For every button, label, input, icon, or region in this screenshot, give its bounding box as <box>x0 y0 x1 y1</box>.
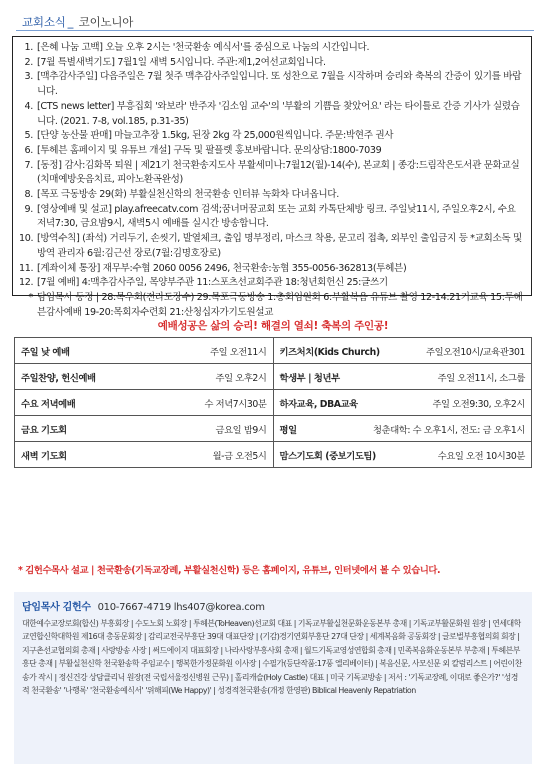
header-separator: _ <box>67 15 74 29</box>
sermon-notice: * 김헌수목사 설교 | 천국환송(기독교장례, 부활실천신학) 등은 홈페이지, 유튜브, 인터넷에서 볼 수 있습니다. <box>18 565 441 576</box>
schedule-row <box>15 442 532 468</box>
news-item <box>19 56 523 71</box>
schedule-cell <box>273 390 532 416</box>
news-item-number: 5. <box>24 130 33 142</box>
news-item-number: * <box>28 291 33 303</box>
news-item-text: [맥추감사주일] 다음주일은 7월 첫주 맥추감사주일입니다. 또 성찬으로 7월을 시작하며 승리와 축복의 간증이 있기를 바랍니다. <box>37 71 522 98</box>
service-name: 주일찬양, 헌신예배 <box>21 372 96 384</box>
news-item <box>19 276 523 291</box>
news-item <box>19 41 523 56</box>
news-item <box>19 129 523 144</box>
news-item-text: [영상예배 및 설교] play.afreecatv.com 검색;꿈너머꿈교회 또는 교회 카톡단체방 링크. 주일낮11시, 주일오후2시, 수요저녁7:30, 금요밤9시, 새벽5시 예배를 실시간 방송합니다. <box>37 203 516 230</box>
news-item-text: [투헤븐 홈페이지 및 유튜브 개설] 구독 및 팔플렛 홍보바랍니다. 문의상담:1800-7039 <box>37 144 382 156</box>
news-item-number: 6. <box>24 144 33 156</box>
news-item <box>19 159 523 188</box>
schedule-cell <box>15 338 274 364</box>
news-item-number: 10. <box>19 233 34 245</box>
service-name: 주일 낮 예배 <box>21 346 70 358</box>
service-time: 주일오전10시/교육관301 <box>426 346 525 358</box>
news-item-number: 12. <box>19 277 34 289</box>
service-time: 월-금 오전5시 <box>212 450 267 462</box>
service-time: 주일 오전11시 <box>210 346 267 358</box>
news-item-number: 7. <box>24 159 33 171</box>
news-item <box>19 203 523 232</box>
schedule-cell <box>273 442 532 468</box>
news-item-number: 1. <box>24 42 33 53</box>
news-item-text: 담임목사 동정 | 28:목우회(전라도장수) 29:목포극동방송 1:총회임원회 6:부활복음 유튜브 촬영 12-14:21기교육 15:투헤븐감사예배 19-20:목회자수련회 21:산청십자가기도원설교 <box>37 291 523 318</box>
service-name: 학생부 | 청년부 <box>279 372 340 384</box>
news-item-text: [계좌이체 통장] 재무부:수협 2060 0056 2496, 천국환송:농협 355-0056-362813(투헤븐) <box>37 262 407 274</box>
news-item <box>19 188 523 203</box>
news-item <box>19 291 523 320</box>
news-item-number: 11. <box>19 262 34 274</box>
pastor-bio: 대한예수교장로회(합신) 부흥회장 | 수도노회 노회장 | 투헤븐(ToHeaven)선교회 대표 | 기독교부활실천문화운동본부 총재 | 기독교부활문화원 원장 | 연세대학교연합신학대학원 제16대 총동문회장 | 감리교전국부흥단 39대 대표단장 | (기감)경기연회부흥단 27대 단장 | 세계복음화 공동회장 | 글로벌부흥협의회 회장 | 지구촌선교협의회 총재 | 사랑방송 사장 | 써드에이지 대표회장 | 나라사랑부흥사회 총재 | 월드기독교영성연합회 총재 | 민족복음화운동본부 부총재 | 투헤븐부흥단 총재 | 부활실천신학 천국환송학 주임교수 | 행복한가정문화원 이사장 | 수필가(등단작품:17풍 엘리베이터) | 복음신문, 사모신문 외 칼럼리스트 | 어린이찬송가 작시 | 정신건강 상담클리닉 원장(전 국립서울정신병원 근무) | 홀리캐슬(Holy Castle) 대표 | 미국 기독교방송 | 저서 : '기독교장례, 이대로 좋은가?' '성경적 천국환송' '나행록' '천국환송예식서' '위해피(We Happy)' | 성경적천국환송(개정 한영판) Biblical Heavenly Repatriation <box>22 619 522 696</box>
schedule-row <box>15 390 532 416</box>
news-item-text: [단양 농산물 판매] 마늘고추장 1.5kg, 된장 2kg 각 25,000원씩입니다. 주문:박현주 권사 <box>37 130 394 142</box>
service-name: 새벽 기도회 <box>21 450 67 462</box>
pastor-info-box <box>14 592 532 764</box>
service-name: 하자교육, DBA교육 <box>279 398 358 410</box>
schedule-row <box>15 364 532 390</box>
schedule-cell <box>273 416 532 442</box>
service-time: 청춘대학: 수 오후1시, 전도: 금 오후1시 <box>373 424 525 436</box>
news-item-text: [목포 극동방송 29(화) 부활실천신학의 천국환송 인터뷰 녹화차 다녀옵니다. <box>37 189 339 201</box>
service-time: 금요일 밤9시 <box>215 424 267 436</box>
news-box <box>12 36 532 318</box>
news-item-number: 3. <box>24 71 33 83</box>
service-time: 주일 오전9:30, 오후2시 <box>432 398 525 410</box>
schedule-row <box>15 338 532 364</box>
news-item-number: 2. <box>24 56 33 68</box>
header-subtitle: 코이노니아 <box>78 15 134 29</box>
news-item <box>19 262 523 277</box>
news-item <box>19 144 523 159</box>
news-item <box>19 100 523 129</box>
schedule-cell <box>15 364 274 390</box>
service-name: 맘스기도회 (중보기도팀) <box>279 450 376 462</box>
service-name: 키즈처치(Kids Church) <box>279 346 380 358</box>
news-item-text: [동정] 감사:김화목 퇴원 | 제21기 천국환송지도사 부활세미나:7월12(월)-14(수), 본교회 | 종강:드림작은도서관 문화교실(치매예방옷음치료, 피아노환곡완성) <box>37 159 520 186</box>
service-time: 수 저녁7시30분 <box>204 398 267 410</box>
news-item <box>19 70 523 99</box>
pastor-name: 담임목사 김헌수 <box>22 602 91 613</box>
pastor-contact: 010-7667-4719 lhs407@korea.com <box>97 602 265 613</box>
service-time: 주일 오후2시 <box>215 372 267 384</box>
news-item-text: [CTS news letter] 부흥집회 '와보라' 반주자 '김소임 교수'의 '부활의 기쁨을 찾았어요' 라는 타이틀로 간증 기사가 실렸습니다. (2021. 7-8, vol.185, p.31-35) <box>37 100 520 127</box>
worship-schedule-table <box>14 337 532 468</box>
news-item-number: 4. <box>24 100 33 112</box>
news-item-text: [7월 예배] 4:맥추감사주일, 목양부주관 11:스포츠선교회주관 18:청년회헌신 25:글쓰기 <box>37 277 388 289</box>
schedule-cell <box>273 338 532 364</box>
header-title <box>22 14 133 30</box>
schedule-cell <box>15 390 274 416</box>
schedule-row <box>15 416 532 442</box>
service-name: 수요 저녁예배 <box>21 398 76 410</box>
schedule-cell <box>15 442 274 468</box>
header-divider <box>16 30 534 31</box>
news-item-number: 8. <box>24 189 33 201</box>
header-category: 교회소식 <box>22 15 66 29</box>
schedule-cell <box>273 364 532 390</box>
news-item-text: [방역수칙] (좌석) 거리두기, 손씻기, 발열체크, 출입 명부정리, 마스크 착용, 문고리 접촉, 외부인 출입금지 등 *교회소독 및 방역 관리자 6월:김근선 장로(7월:김명호장로) <box>37 233 522 259</box>
pastor-header <box>22 598 524 613</box>
news-item-text: [7월 특별새벽기도] 7월1일 새벽 5시입니다. 주관:제1,2여선교회입니다. <box>37 56 326 68</box>
news-item-text: [은혜 나눔 고백] 오늘 오후 2시는 '천국환송 예식서'를 중심으로 나눔의 시간입니다. <box>37 42 370 53</box>
news-item <box>19 232 523 261</box>
service-time: 수요일 오전 10시30분 <box>437 450 525 462</box>
service-name: 평일 <box>279 424 297 436</box>
service-time: 주일 오전11시, 소그룹 <box>437 372 525 384</box>
slogan: 예배성공은 삶의 승리! 해결의 열쇠! 축복의 주인공! <box>157 320 389 332</box>
service-name: 금요 기도회 <box>21 424 67 436</box>
news-item-number: 9. <box>24 203 33 215</box>
schedule-cell <box>15 416 274 442</box>
news-list <box>19 41 523 320</box>
section-header <box>16 8 534 32</box>
